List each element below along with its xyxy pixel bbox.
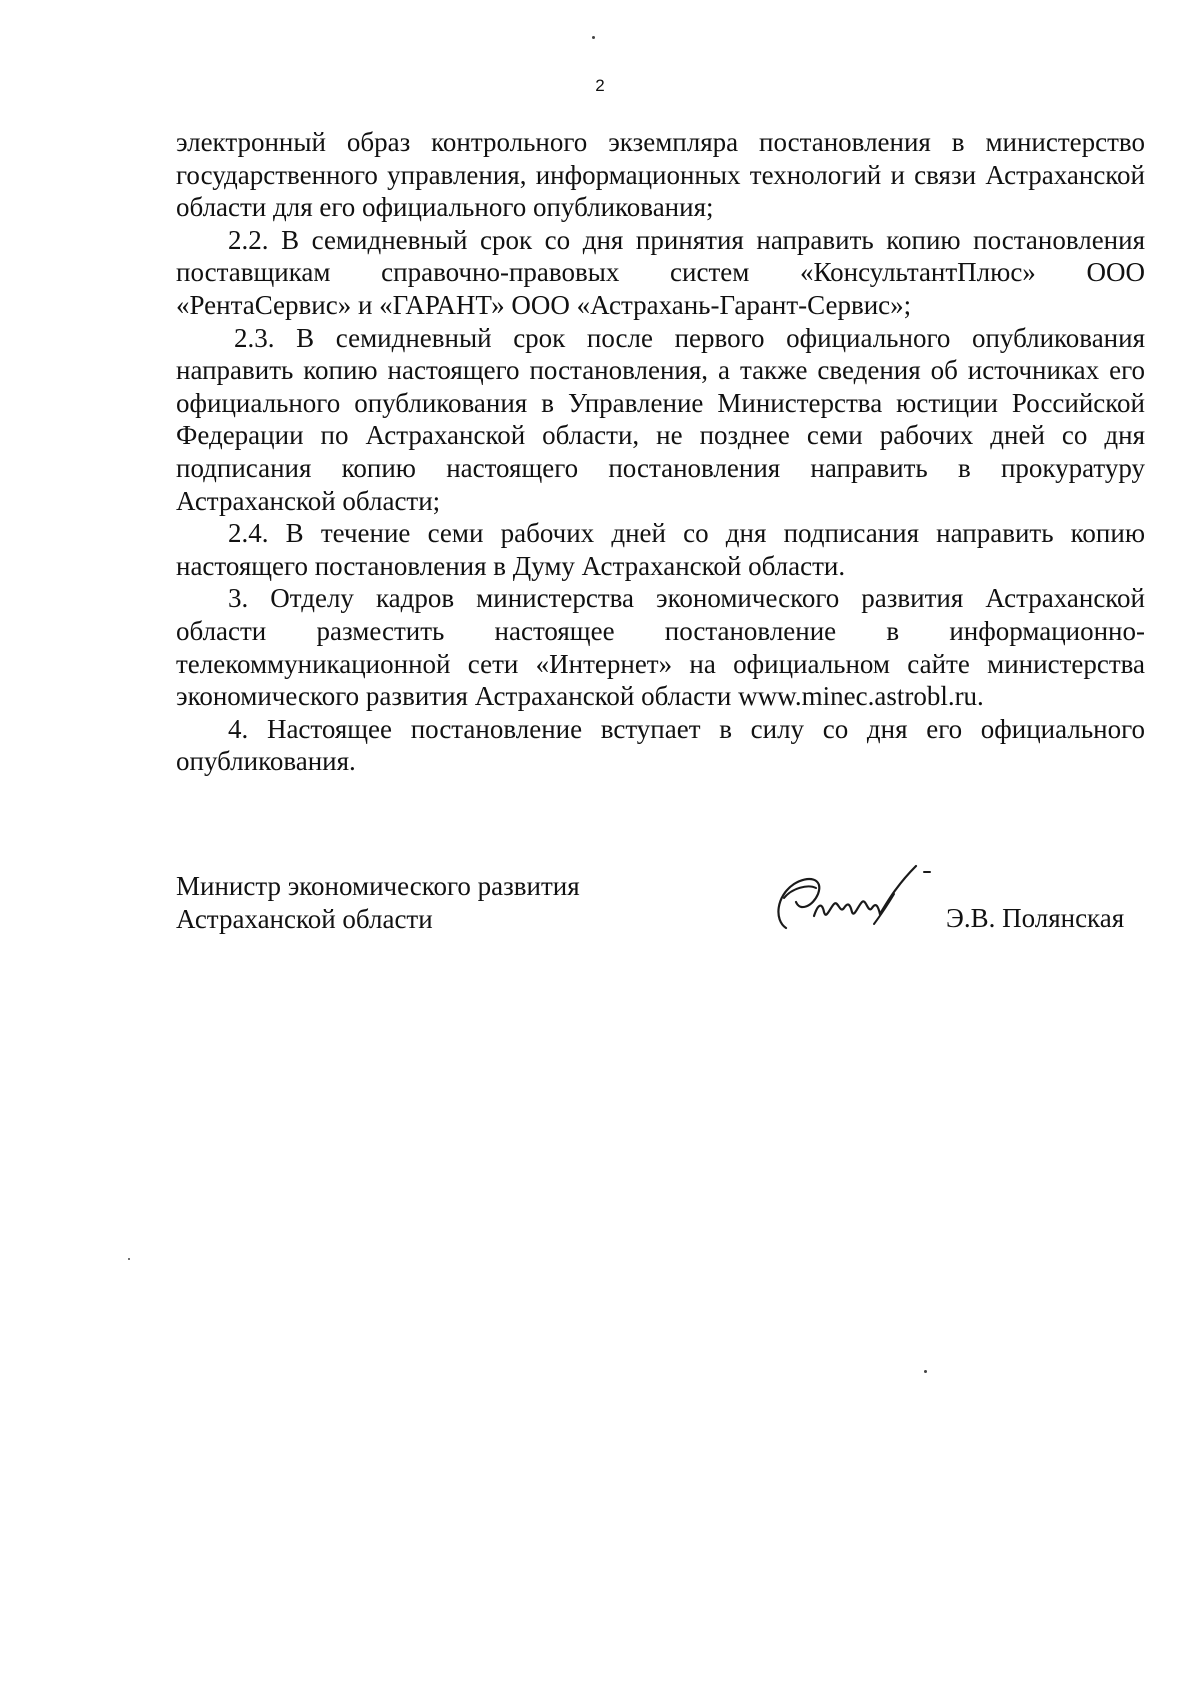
paragraph-2-2: 2.2. В семидневный срок со дня принятия направить копию постановления поставщикам справочно-правовых систем «КонсультантПлюс» ООО «РентаСервис» и «ГАРАНТ» ООО «Астрахань-Гарант-Сервис»; [176, 224, 1145, 320]
signer-name: Э.В. Полянская [946, 903, 1125, 933]
paragraph-2-3: 2.3. В семидневный срок после первого официального опубликования направить копию настоящего постановления, а также сведения об источниках его официального опубликования в Управление Министерства юстиции Российской Федерации по Астраханской области, не позднее семи рабочих дней со дня подписания копию настоящего постановления направить в прокуратуру Астраханской области; [176, 322, 1145, 516]
signer-position [176, 870, 656, 935]
signer-position-line-1: Министр экономического развития [176, 871, 580, 901]
paragraph-2-4: 2.4. В течение семи рабочих дней со дня подписания направить копию настоящего постановления в Думу Астраханской области. [176, 518, 1145, 581]
handwritten-signature [756, 858, 936, 948]
scan-speck [128, 1258, 130, 1260]
signature-block [176, 870, 1145, 940]
scan-speck [592, 36, 595, 39]
signer-position-line-2: Астраханской области [176, 903, 433, 934]
page-number: 2 [595, 76, 605, 95]
paragraph-3: 3. Отделу кадров министерства экономического развития Астраханской области разместить настоящее постановление в информационно-телекоммуникационной сети «Интернет» на официальном сайте министерства экономического развития Астраханской области www.minec.astrobl.ru. [176, 583, 1145, 712]
paragraph-4: 4. Настоящее постановление вступает в силу со дня его официального опубликования. [176, 713, 1145, 777]
document-body [176, 126, 1145, 778]
scan-speck [924, 1370, 927, 1373]
paragraph-continuation: электронный образ контрольного экземпляра постановления в министерство государственного управления, информационных технологий и связи Астраханской области для его официального опубликования; [176, 127, 1145, 223]
